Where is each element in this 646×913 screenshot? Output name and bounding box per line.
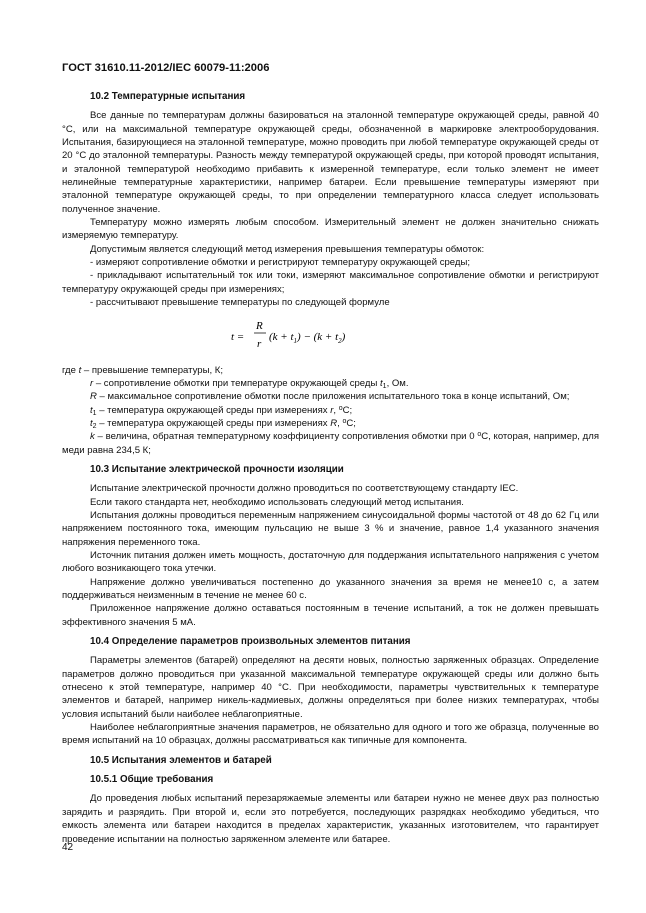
definition-t2	[62, 417, 599, 430]
page-content	[62, 90, 599, 846]
paragraph: Приложенное напряжение должно оставаться постоянным в течение испытаний, а ток не должен превышать эффективного значения 5 мА.	[62, 603, 599, 628]
symbol: t	[78, 364, 82, 376]
definition-text: С, которая, например, для меди равна 234,5 К;	[62, 431, 599, 456]
paragraph: До проведения любых испытаний перезаряжаемые элементы или батареи нужно не менее двух раз полностью зарядить и разрядить. При второй и, если это потребуется, последующих разрядках необходимо убедиться, что емкость элемента или батареи находится в пределах характеристик, указанных изготовителем, что гарантирует проведение испытании на полностью заряженном элементе или батарее.	[62, 793, 599, 845]
paragraph: Температуру можно измерять любым способом. Измерительный элемент не должен значительно снижать измеряемую температуру.	[62, 217, 599, 242]
section-10-5-1-title: 10.5.1 Общие требования	[90, 774, 214, 786]
paragraph: Напряжение должно увеличиваться постепенно до указанного значения за время не менее10 с, а затем поддерживаться неизменным в течение не менее 60 с.	[62, 576, 599, 601]
symbol: R	[330, 417, 338, 429]
paragraph: Если такого стандарта нет, необходимо использовать следующий метод испытания.	[90, 496, 464, 508]
formula-numerator: R	[255, 319, 263, 332]
symbol: r	[330, 404, 334, 416]
subscript: 1	[92, 409, 97, 417]
formula-sub-2: 2	[337, 336, 342, 345]
symbol: t	[90, 417, 93, 429]
formula-lhs: t =	[230, 330, 244, 343]
symbol: k	[90, 431, 95, 443]
list-item: - рассчитывают превышение температуры по следующей формуле	[90, 297, 390, 309]
paragraph: Испытание электрической прочности должно проводиться по соответствующему стандарту IEC.	[90, 483, 519, 495]
paragraph: Источник питания должен иметь мощность, достаточную для поддержания испытательного напряжения с учетом любого возникающего тока утечки.	[62, 549, 599, 575]
list-item: - прикладывают испытательный ток или токи, измеряют максимальное сопротивление обмотки и регистрируют температуру окружающей среды при измерениях;	[62, 270, 599, 295]
symbol: t	[90, 404, 93, 416]
paragraph: Наиболее неблагоприятные значения параметров, не обязательно для одного и того же образца, полученные во время испытаний на 10 образцах, должны рассматриваться как типичные для компонента.	[62, 722, 599, 747]
definition-t	[62, 364, 599, 377]
degree-mark: o	[477, 431, 482, 439]
section-10-2-title: 10.2 Температурные испытания	[90, 91, 246, 102]
formula-part-a: (k + t	[268, 330, 294, 343]
list-item: - измеряют сопротивление обмотки и регистрируют температуру окружающей среды;	[90, 257, 470, 269]
symbol: R	[90, 391, 97, 403]
definition-text: С;	[346, 417, 356, 429]
symbol: r	[90, 377, 94, 389]
temperature-rise-formula	[62, 316, 599, 356]
standard-header: ГОСТ 31610.11-2012/IEC 60079-11:2006	[62, 62, 270, 74]
definition-text: ,	[337, 417, 343, 429]
degree-mark: o	[342, 417, 347, 425]
definition-text: – величина, обратная температурному коэффициенту сопротивления обмотки при 0	[94, 431, 478, 443]
section-10-4-title: 10.4 Определение параметров произвольных элементов питания	[90, 636, 411, 648]
definition-k	[62, 430, 599, 457]
formula-part-b: ) − (k + t	[296, 330, 338, 343]
definition-text: – превышение температуры, К;	[81, 364, 223, 376]
paragraph: Все данные по температурам должны базироваться на эталонной температуре окружающей среды, равной 40 °С, или на максимальной температуре окружающей среды, обозначенной в маркировке электрооборудования. Испытания, базирующиеся на эталонной температуре, можно проводить при любой температуре окружающей среды от 20 °С до эталонной температуры. Разность между температурой окружающей среды, при которой проводят испытания, и эталонной температурой необходимо прибавить к измеренной температуре, если только элемент не имеет нелинейные температурные характеристики, например батареи. Если превышение температуры измеряют при эталонной температуре окружающей среды, то при определении температурного класса следует использовать полученное значение.	[62, 110, 599, 215]
definition-R	[62, 390, 599, 403]
page-number: 42	[62, 842, 74, 853]
definition-text: – температура окружающей среды при измерениях	[96, 404, 331, 416]
definition-text: , Ом.	[386, 377, 409, 389]
degree-mark: o	[338, 404, 343, 412]
definition-text: – максимальное сопротивление обмотки после приложения испытательного тока в конце испытаний, Ом;	[96, 391, 570, 403]
definition-text: ,	[333, 404, 339, 416]
definition-text: – сопротивление обмотки при температуре окружающей среды	[93, 377, 380, 389]
paragraph: Допустимым является следующий метод измерения превышения температуры обмоток:	[90, 243, 485, 255]
definition-text: – температура окружающей среды при измерениях	[96, 417, 331, 429]
where-prefix: где	[62, 364, 79, 376]
definition-r	[62, 377, 599, 390]
paragraph: Испытания должны проводиться переменным напряжением синусоидальной формы частотой от 48 до 62 Гц или напряжением постоянного тока, имеющим пульсацию не выше 3 % и значение, равное 1,4 указанного значения напряжения переменного тока.	[62, 509, 599, 548]
paragraph: Параметры элементов (батарей) определяют на десяти новых, полностью заряженных образцах. Определение параметров должно проводиться при указанной максимальной температуре окружающей среды или должно быть отнесено к этой температуре, например 40 °С. При необходимости, параметры чувствительных к температуре элементов и батарей, например никель-кадмиевых, должны определяться при более низких температурах, чтобы условия испытаний были наиболее неблагоприятные.	[62, 655, 599, 720]
subscript: 2	[92, 422, 97, 430]
section-10-5-title: 10.5 Испытания элементов и батарей	[90, 754, 272, 766]
definition-t1	[62, 404, 599, 417]
section-10-3-title: 10.3 Испытание электрической прочности изоляции	[90, 463, 344, 475]
formula-part-c: )	[341, 330, 345, 343]
definition-text: С;	[342, 404, 353, 416]
formula-denominator: r	[256, 337, 261, 350]
symbol: t	[380, 377, 383, 389]
subscript: 1	[382, 382, 387, 390]
formula-body	[269, 331, 346, 345]
formula-graphic	[231, 316, 431, 356]
formula-sub-1: 1	[293, 336, 297, 345]
